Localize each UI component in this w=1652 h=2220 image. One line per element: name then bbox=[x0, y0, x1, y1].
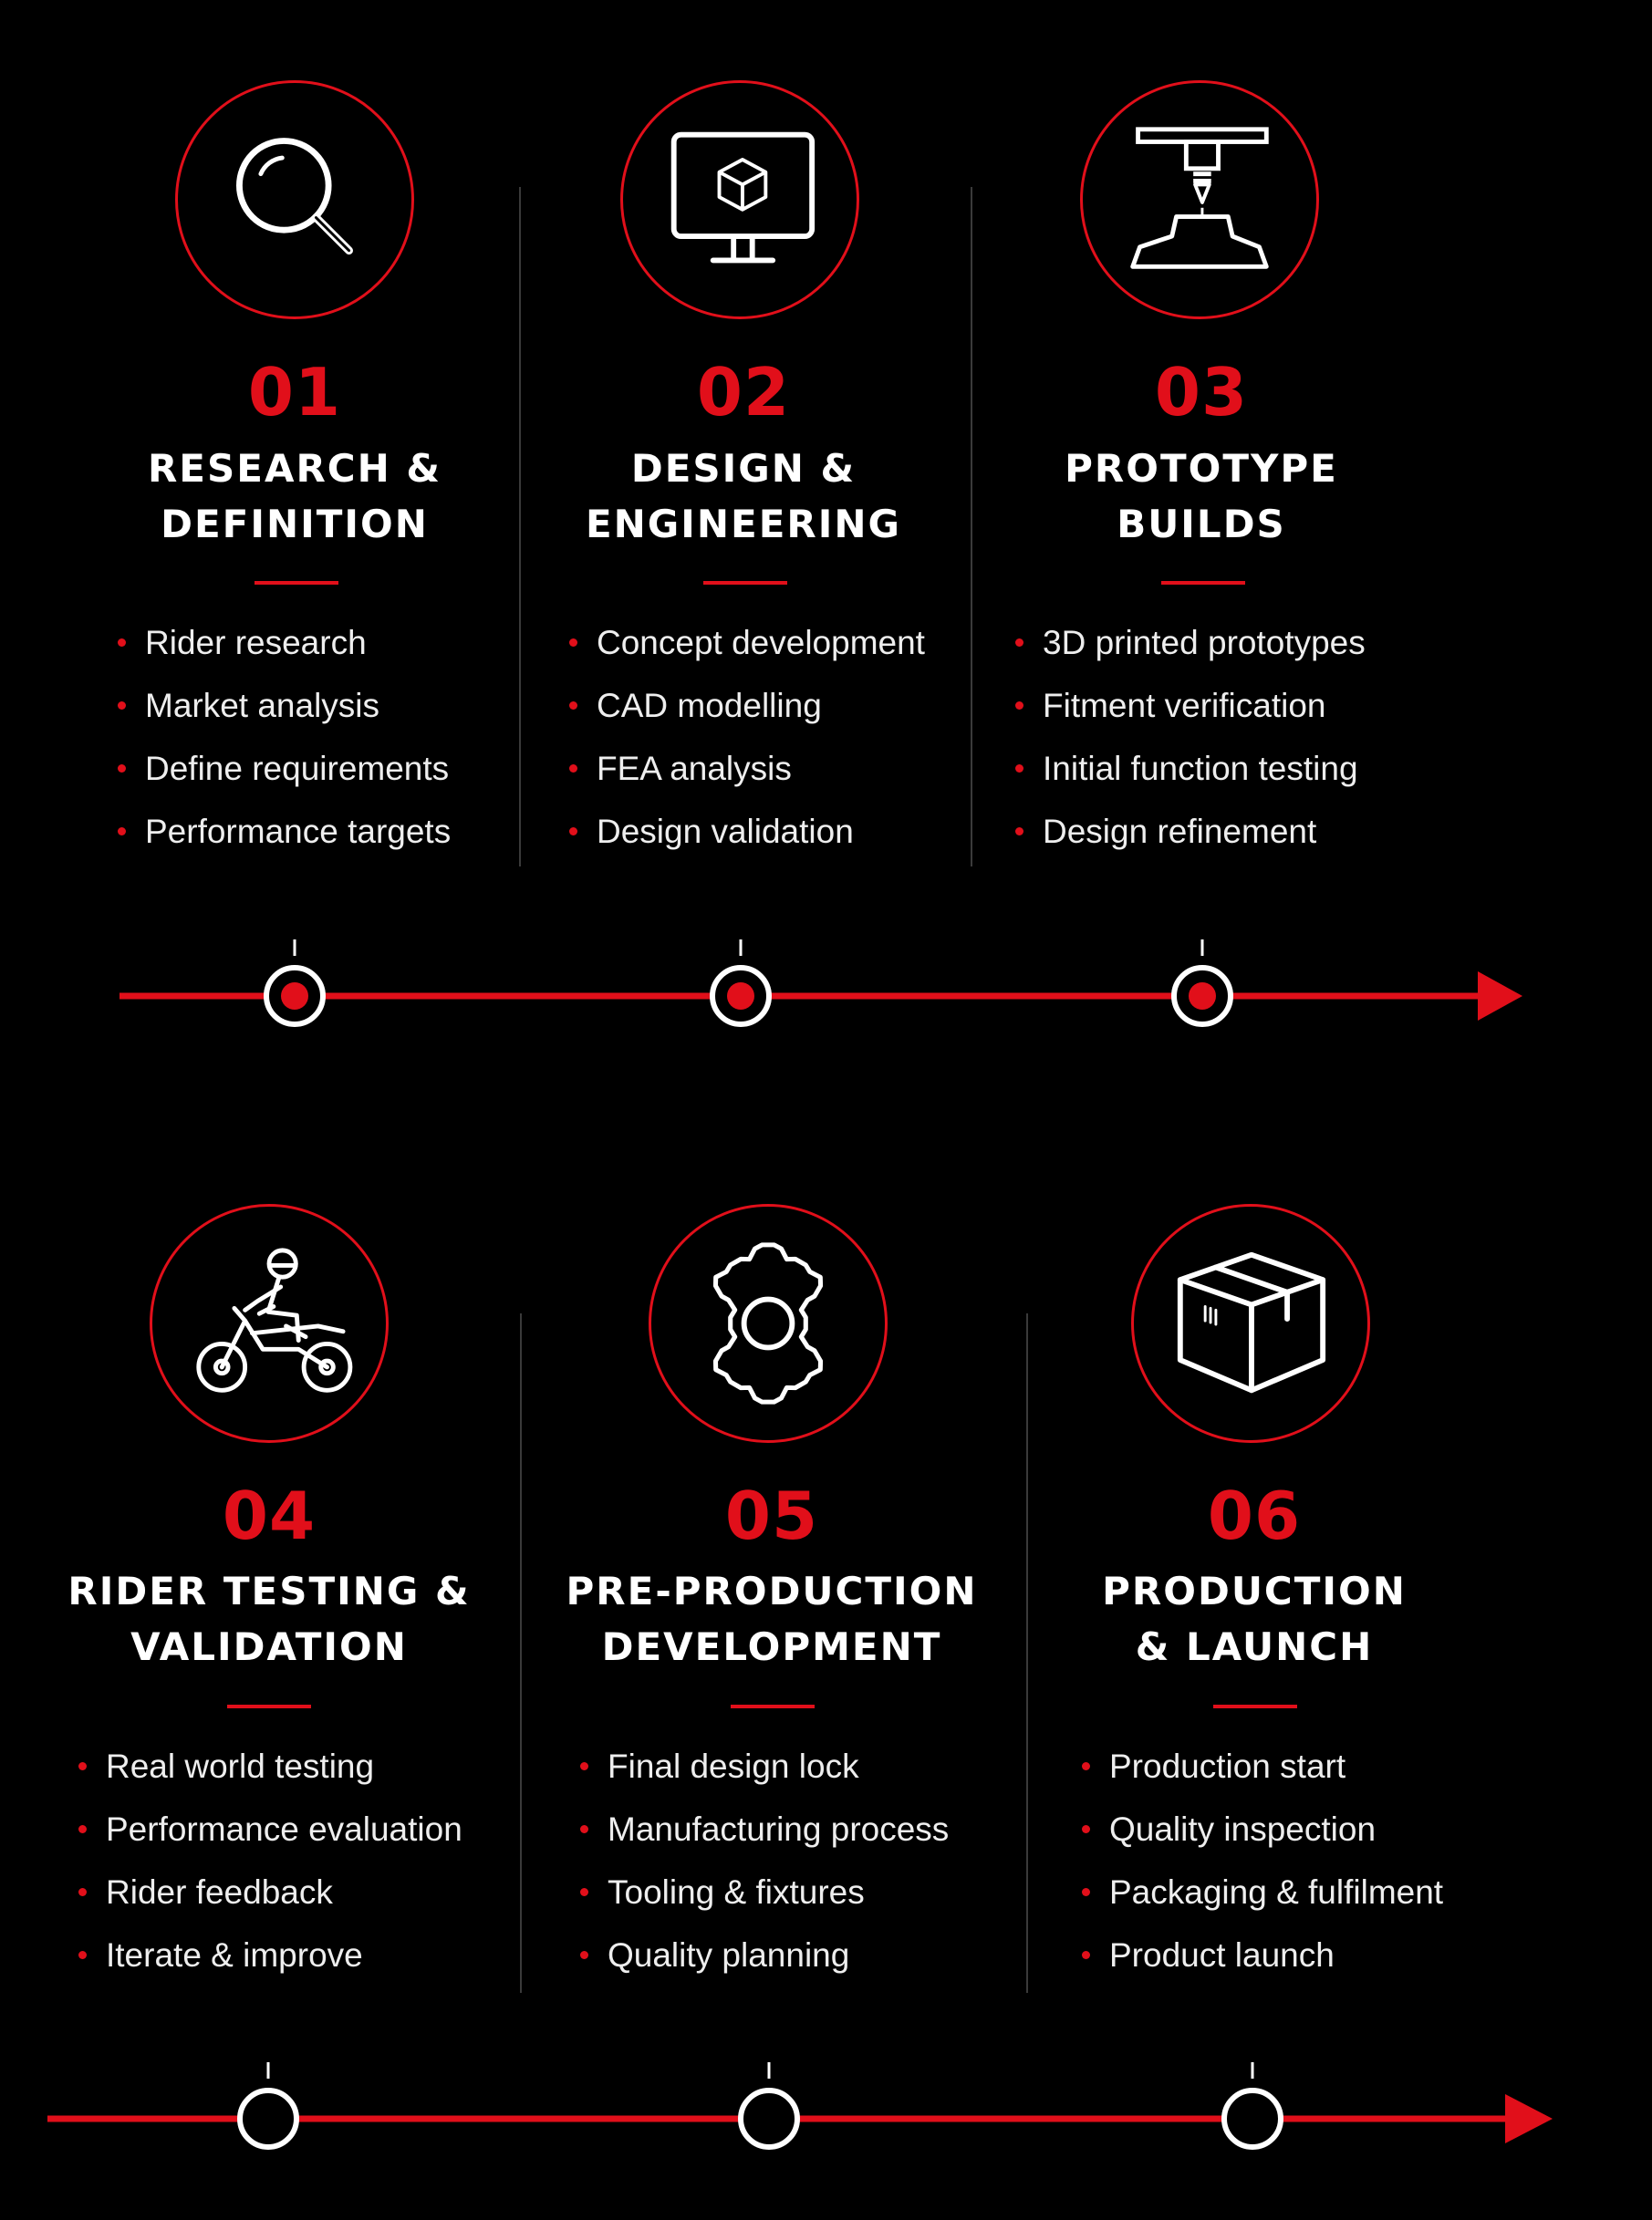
step-3-title-line-1: PROTOTYPE bbox=[1065, 446, 1338, 491]
step-1-timeline-marker bbox=[266, 968, 323, 1024]
step-4-icon-ring bbox=[150, 1204, 389, 1443]
step-5-bullet: Tooling & fixtures bbox=[578, 1861, 949, 1924]
step-4-bullet-list bbox=[77, 1735, 462, 1987]
step-3-title-line-2: BUILDS bbox=[1117, 502, 1286, 546]
step-5-number: 05 bbox=[724, 1478, 819, 1554]
step-3-number: 03 bbox=[1154, 354, 1249, 431]
timeline-row-2-markers bbox=[0, 2062, 1652, 2172]
step-4-title-underline bbox=[227, 1705, 311, 1708]
step-1-title bbox=[39, 441, 550, 552]
3d-printer-icon bbox=[1083, 83, 1316, 316]
gear-icon bbox=[651, 1207, 885, 1440]
step-1-icon-ring bbox=[175, 80, 414, 319]
step-2-title bbox=[488, 441, 999, 552]
step-3-title-underline bbox=[1161, 581, 1245, 585]
step-6-title-underline bbox=[1213, 1705, 1297, 1708]
step-2-bullet-list bbox=[567, 611, 925, 863]
step-4-title-line-1: RIDER TESTING & bbox=[68, 1569, 471, 1613]
step-5-title-underline bbox=[731, 1705, 815, 1708]
step-5-title-line-2: DEVELOPMENT bbox=[601, 1624, 942, 1669]
step-5-bullet-list bbox=[578, 1735, 949, 1987]
step-1-bullet: Rider research bbox=[116, 611, 451, 674]
step-3-bullet: Fitment verification bbox=[1013, 674, 1366, 737]
step-4-title bbox=[14, 1563, 525, 1675]
step-2-icon-ring bbox=[620, 80, 859, 319]
step-6-bullet: Quality inspection bbox=[1080, 1798, 1443, 1861]
step-5-bullet: Final design lock bbox=[578, 1735, 949, 1798]
step-1-bullet: Performance targets bbox=[116, 800, 451, 863]
step-6-bullet: Product launch bbox=[1080, 1924, 1443, 1987]
step-1-title-line-2: DEFINITION bbox=[161, 502, 429, 546]
step-6-title bbox=[999, 1563, 1510, 1675]
step-2-bullet: FEA analysis bbox=[567, 737, 925, 800]
step-2-bullet: Design validation bbox=[567, 800, 925, 863]
step-1-bullet: Define requirements bbox=[116, 737, 451, 800]
step-4-timeline-marker bbox=[240, 2090, 296, 2147]
step-4-title-line-2: VALIDATION bbox=[130, 1624, 408, 1669]
step-1-title-underline bbox=[255, 581, 338, 585]
step-2-number: 02 bbox=[696, 354, 791, 431]
step-4-bullet: Rider feedback bbox=[77, 1861, 462, 1924]
step-6-bullet: Packaging & fulfilment bbox=[1080, 1861, 1443, 1924]
step-3-bullet: 3D printed prototypes bbox=[1013, 611, 1366, 674]
step-3-bullet-list bbox=[1013, 611, 1366, 863]
step-2-title-line-1: DESIGN & bbox=[630, 446, 857, 491]
step-6-bullet: Production start bbox=[1080, 1735, 1443, 1798]
step-2-title-line-2: ENGINEERING bbox=[585, 502, 902, 546]
step-6-title-line-2: & LAUNCH bbox=[1135, 1624, 1374, 1669]
step-1-title-line-1: RESEARCH & bbox=[147, 446, 442, 491]
shipping-box-icon bbox=[1134, 1207, 1367, 1440]
step-2-bullet: CAD modelling bbox=[567, 674, 925, 737]
step-3-bullet: Initial function testing bbox=[1013, 737, 1366, 800]
step-2-title-underline bbox=[703, 581, 787, 585]
step-1-bullet-list bbox=[116, 611, 451, 863]
step-5-icon-ring bbox=[649, 1204, 888, 1443]
step-5-timeline-marker bbox=[741, 2090, 797, 2147]
step-5-title-line-1: PRE-PRODUCTION bbox=[566, 1569, 978, 1613]
step-5-bullet: Manufacturing process bbox=[578, 1798, 949, 1861]
step-4-bullet: Performance evaluation bbox=[77, 1798, 462, 1861]
step-6-icon-ring bbox=[1131, 1204, 1370, 1443]
step-6-number: 06 bbox=[1207, 1478, 1302, 1554]
step-2-timeline-marker bbox=[712, 968, 769, 1024]
step-6-timeline-marker bbox=[1224, 2090, 1281, 2147]
step-5-title bbox=[516, 1563, 1027, 1675]
step-3-timeline-marker bbox=[1174, 968, 1231, 1024]
step-4-bullet: Iterate & improve bbox=[77, 1924, 462, 1987]
step-2-bullet: Concept development bbox=[567, 611, 925, 674]
step-4-number: 04 bbox=[222, 1478, 317, 1554]
timeline-row-1-markers bbox=[0, 939, 1652, 1049]
step-1-bullet: Market analysis bbox=[116, 674, 451, 737]
step-6-bullet-list bbox=[1080, 1735, 1443, 1987]
step-1-number: 01 bbox=[247, 354, 342, 431]
step-5-bullet: Quality planning bbox=[578, 1924, 949, 1987]
step-3-icon-ring bbox=[1080, 80, 1319, 319]
dirt-bike-rider-icon bbox=[152, 1207, 386, 1440]
magnifier-icon bbox=[178, 83, 411, 316]
step-3-title bbox=[946, 441, 1457, 552]
monitor-cube-icon bbox=[623, 83, 857, 316]
step-6-title-line-1: PRODUCTION bbox=[1102, 1569, 1407, 1613]
step-3-bullet: Design refinement bbox=[1013, 800, 1366, 863]
step-4-bullet: Real world testing bbox=[77, 1735, 462, 1798]
